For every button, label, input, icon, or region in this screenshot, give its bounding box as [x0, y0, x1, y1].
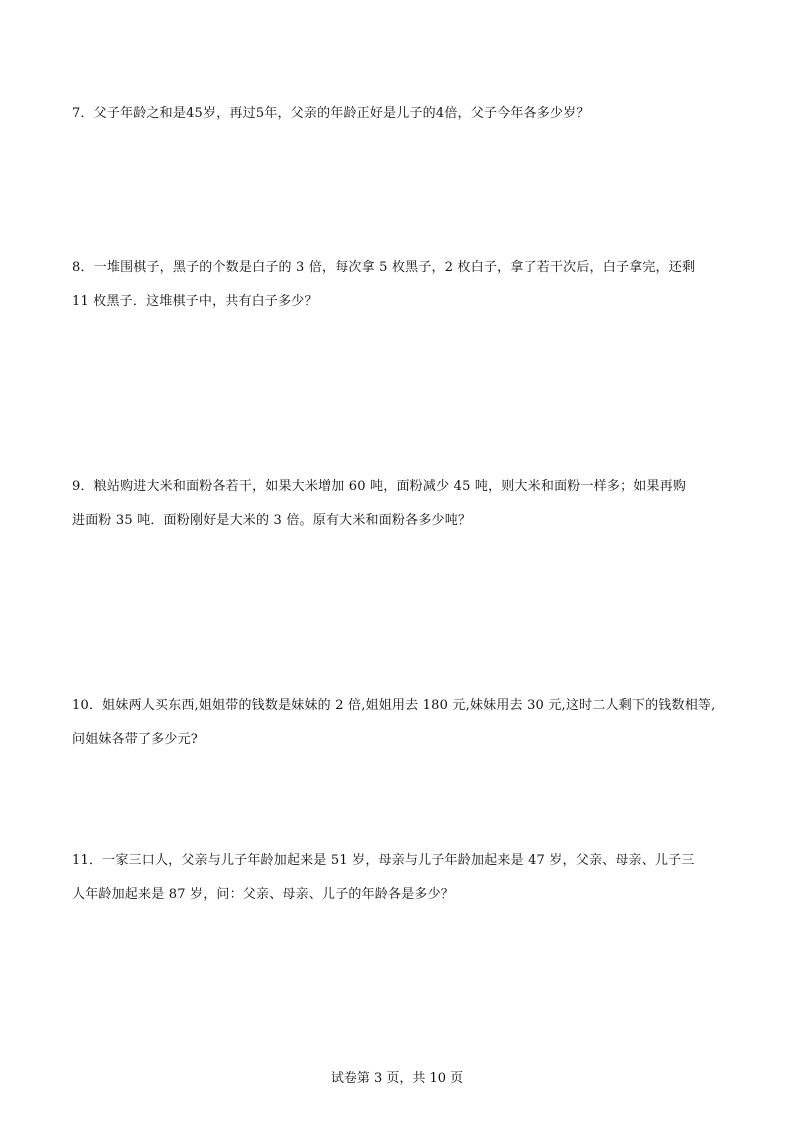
question-7-line-1: 7．父子年龄之和是45岁，再过5年，父亲的年龄正好是儿子的4倍，父子今年各多少岁？ — [72, 106, 590, 121]
question-11-line-1: 11．一家三口人，父亲与儿子年龄加起来是 51 岁，母亲与儿子年龄加起来是 47 岁，父亲、母亲、儿子三 — [72, 853, 695, 868]
question-8 — [72, 251, 724, 319]
question-9 — [72, 470, 724, 538]
question-8-line-2: 11 枚黑子．这堆棋子中，共有白子多少？ — [72, 294, 318, 309]
question-11-line-2: 人年龄加起来是 87 岁，问：父亲、母亲、儿子的年龄各是多少？ — [72, 887, 455, 902]
question-10-line-2: 问姐妹各带了多少元? — [72, 732, 198, 747]
question-9-line-2: 进面粉 35 吨．面粉刚好是大米的 3 倍。原有大米和面粉各多少吨？ — [72, 513, 472, 528]
question-7 — [72, 97, 724, 131]
question-11 — [72, 844, 724, 912]
question-9-line-1: 9．粮站购进大米和面粉各若干，如果大米增加 60 吨，面粉减少 45 吨，则大米和面粉一样多；如果再购 — [72, 479, 687, 494]
question-10 — [72, 689, 724, 757]
page-footer: 试卷第 3 页，共 10 页 — [330, 1071, 464, 1086]
question-8-line-1: 8．一堆围棋子，黑子的个数是白子的 3 倍，每次拿 5 枚黑子，2 枚白子，拿了若干次后，白子拿完，还剩 — [72, 260, 696, 275]
question-10-line-1: 10．姐妹两人买东西,姐姐带的钱数是妹妹的 2 倍,姐姐用去 180 元,妹妹用去 30 元,这时二人剩下的钱数相等, — [72, 698, 716, 713]
